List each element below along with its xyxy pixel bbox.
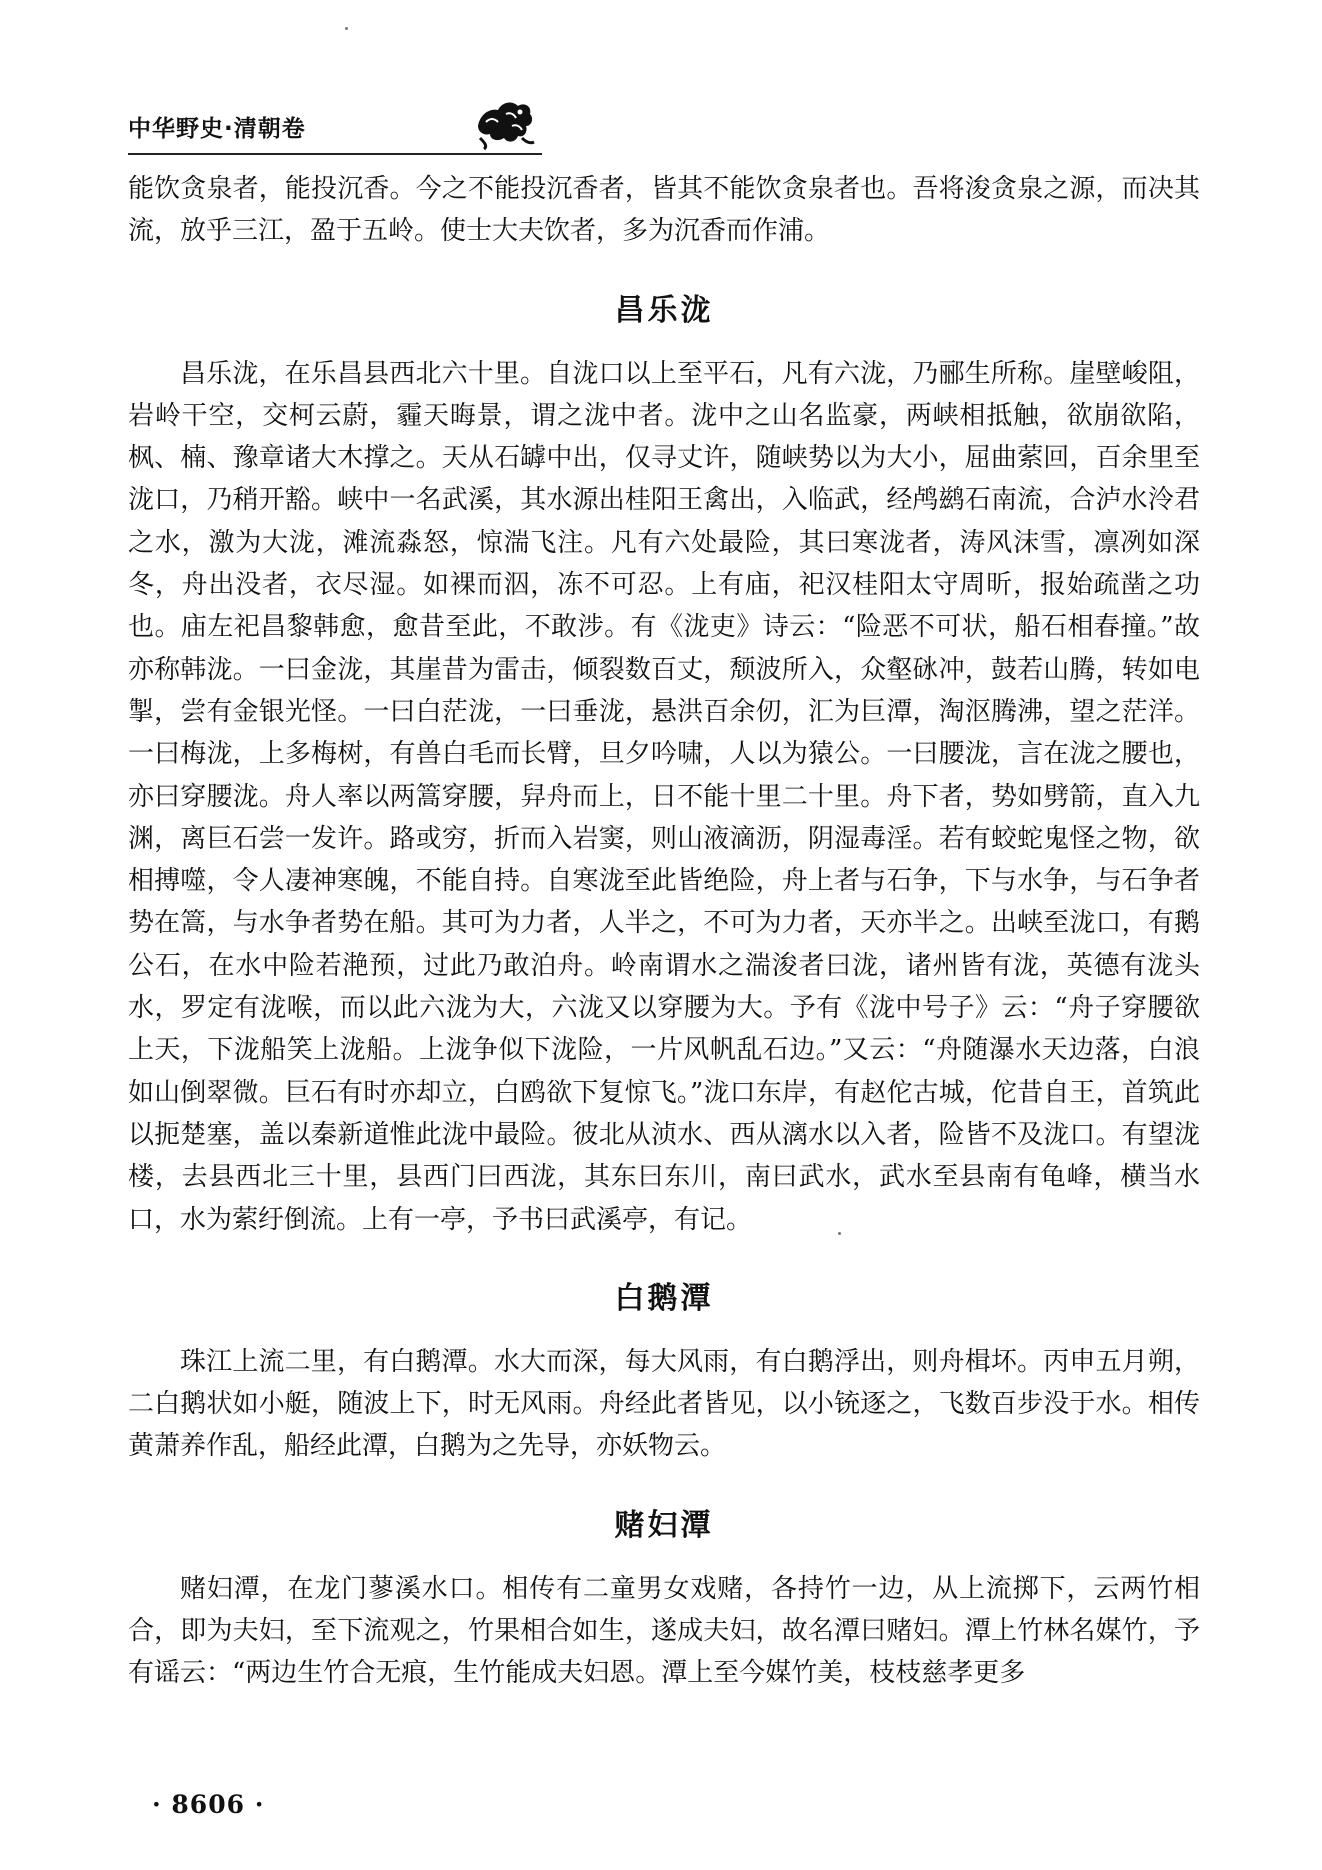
- qilin-emblem-icon: [472, 92, 538, 150]
- running-header: [128, 92, 540, 152]
- section-title-changle-long: 昌乐泷: [614, 292, 714, 328]
- scan-speck: [345, 27, 348, 30]
- paragraph-dufu-tan: 赌妇潭，在龙门蓼溪水口。相传有二童男女戏赌，各持竹一边，从上流掷下，云两竹相合，即为夫妇，至下流观之，竹果相合如生，遂成夫妇，故名潭曰赌妇。潭上竹林名媒竹，予有谣云：“两边生竹合无痕，生竹能成夫妇恩。潭上至今媒竹美，枝枝慈孝更多: [128, 1573, 1200, 1689]
- header-rule: [128, 153, 542, 155]
- section-title-baie-tan: 白鹅潭: [614, 1280, 714, 1316]
- page-body: [128, 168, 1200, 1695]
- paragraph-continued: 能饮贪泉者，能投沉香。今之不能投沉香者，皆其不能饮贪泉者也。吾将浚贪泉之源，而决其流，放乎三江，盈于五岭。使士大夫饮者，多为沉香而作浦。: [128, 174, 1200, 247]
- paragraph-baie-tan: 珠江上流二里，有白鹅潭。水大而深，每大风雨，有白鹅浮出，则舟楫坏。丙申五月朔，二白鹅状如小艇，随波上下，时无风雨。舟经此者皆见，以小铳逐之，飞数百步没于水。相传黄萧养作乱，船经此潭，白鹅为之先导，亦妖物云。: [128, 1346, 1200, 1462]
- paragraph-changle-long: 昌乐泷，在乐昌县西北六十里。自泷口以上至平石，凡有六泷，乃郦生所称。崖壁峻阻，岩岭干空，交柯云蔚，霾天晦景，谓之泷中者。泷中之山名监豪，两峡相抵触，欲崩欲陷，枫、楠、豫章诸大木撑之。天从石罅中出，仅寻丈许，随峡势以为大小，屈曲萦回，百余里至泷口，乃稍开豁。峡中一名武溪，其水源出桂阳王禽出，入临武，经鸬鹚石南流，合泸水泠君之水，激为大泷，滩流淼怒，惊湍飞注。凡有六处最险，其曰寒泷者，涛风沫雪，凛冽如深冬，舟出没者，衣尽湿。如裸而泅，冻不可忍。上有庙，祀汉桂阳太守周昕，报始疏凿之功也。庙左祀昌黎韩愈，愈昔至此，不敢涉。有《泷吏》诗云：“险恶不可状，船石相春撞。”故亦称韩泷。一曰金泷，其崖昔为雷击，倾裂数百丈，颓波所入，众壑砯冲，鼓若山腾，转如电掣，尝有金银光怪。一曰白茫泷，一曰垂泷，悬洪百余仞，汇为巨潭，淘沤腾沸，望之茫洋。一曰梅泷，上多梅树，有兽白毛而长臂，旦夕吟啸，人以为猿公。一曰腰泷，言在泷之腰也，亦曰穿腰泷。舟人率以两篙穿腰，舁舟而上，日不能十里二十里。舟下者，势如劈箭，直入九渊，离巨石尝一发许。路或穷，折而入岩窦，则山液滴沥，阴湿毒淫。若有蛟蛇鬼怪之物，欲相搏噬，令人凄神寒魄，不能自持。自寒泷至此皆绝险，舟上者与石争，下与水争，与石争者势在篙，与水争者势在船。其可为力者，人半之，不可为力者，天亦半之。出峡至泷口，有鹅公石，在水中险若滟预，过此乃敢泊舟。岭南谓水之湍浚者曰泷，诸州皆有泷，英德有泷头水，罗定有泷喉，而以此六泷为大，六泷又以穿腰为大。予有《泷中号子》云：“舟子穿腰欲上天，下泷船笑上泷船。上泷争似下泷险，一片风帆乱石边。”又云：“舟随瀑水天边落，白浪如山倒翠微。巨石有时亦却立，白鸥欲下复惊飞。”泷口东岸，有赵佗古城，佗昔自王，首筑此以扼楚塞，盖以秦新道惟此泷中最险。彼北从浈水、西从漓水以入者，险皆不及泷口。有望泷楼，去县西北三十里，县西门曰西泷，其东曰东川，南曰武水，武水至县南有龟峰，横当水口，水为萦纡倒流。上有一亭，予书曰武溪亭，有记。: [128, 358, 1200, 1235]
- section-title-dufu-tan: 赌妇潭: [614, 1507, 714, 1543]
- scan-speck: [838, 1232, 841, 1235]
- running-header-title: 中华野史·清朝卷: [128, 116, 306, 142]
- page-number: · 8606 ·: [152, 1790, 265, 1819]
